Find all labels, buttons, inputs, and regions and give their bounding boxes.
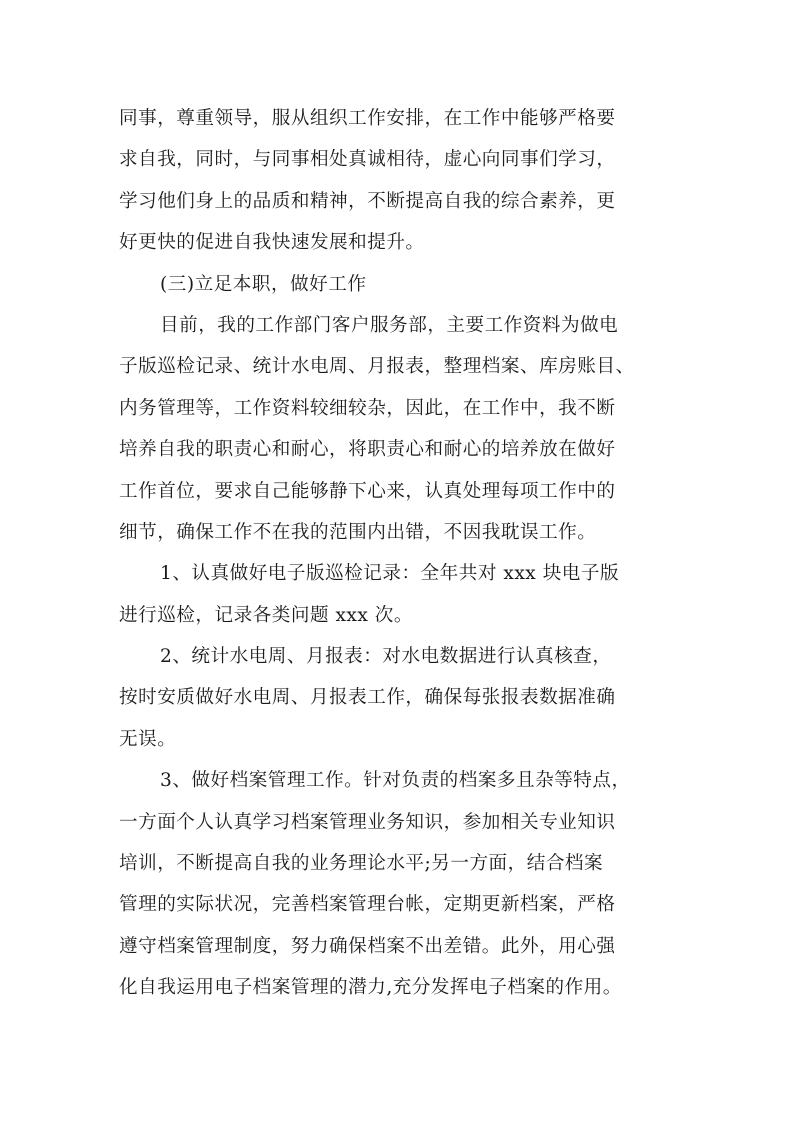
body-line: 求自我，同时，与同事相处真诚相待，虚心向同事们学习， — [119, 149, 616, 171]
document-body — [119, 98, 679, 1009]
list-item-1-line: 1、认真做好电子版巡检记录：全年共对 xxx 块电子版 — [160, 563, 620, 585]
body-line: 一方面个人认真学习档案管理业务知识，参加相关专业知识 — [119, 811, 616, 833]
body-line: 同事，尊重领导，服从组织工作安排，在工作中能够严格要 — [119, 108, 616, 129]
body-line: 培养自我的职责心和耐心，将职责心和耐心的培养放在做好 — [119, 439, 616, 461]
body-line: 管理的实际状况，完善档案管理台帐，定期更新档案，严格 — [119, 894, 616, 916]
body-line: 按时安质做好水电周、月报表工作，确保每张报表数据准确 — [119, 687, 616, 709]
body-line: 好更快的促进自我快速发展和提升。 — [119, 232, 425, 254]
body-line: 进行巡检，记录各类问题 xxx 次。 — [119, 604, 413, 626]
paragraph-start-line: 目前，我的工作部门客户服务部，主要工作资料为做电 — [160, 314, 619, 336]
body-line: 学习他们身上的品质和精神，不断提高自我的综合素养，更 — [119, 190, 616, 212]
list-item-3-line: 3、做好档案管理工作。针对负责的档案多且杂等特点， — [160, 770, 631, 792]
body-line: 内务管理等，工作资料较细较杂，因此，在工作中，我不断 — [119, 397, 616, 419]
body-line: 遵守档案管理制度，努力确保档案不出差错。此外，用心强 — [119, 935, 616, 957]
body-line: 化自我运用电子档案管理的潜力,充分发挥电子档案的作用。 — [119, 977, 622, 999]
body-line: 工作首位，要求自己能够静下心来，认真处理每项工作中的 — [119, 480, 616, 502]
list-item-2-line: 2、统计水电周、月报表：对水电数据进行认真核查， — [160, 646, 612, 668]
body-line: 子版巡检记录、统计水电周、月报表，整理档案、库房账目、 — [119, 356, 635, 378]
body-line: 培训，不断提高自我的业务理论水平;另一方面，结合档案 — [119, 853, 604, 875]
section-heading: (三)立足本职，做好工作 — [160, 273, 367, 295]
body-line: 细节，确保工作不在我的范围内出错，不因我耽误工作。 — [119, 521, 597, 543]
body-line: 无误。 — [119, 728, 177, 750]
